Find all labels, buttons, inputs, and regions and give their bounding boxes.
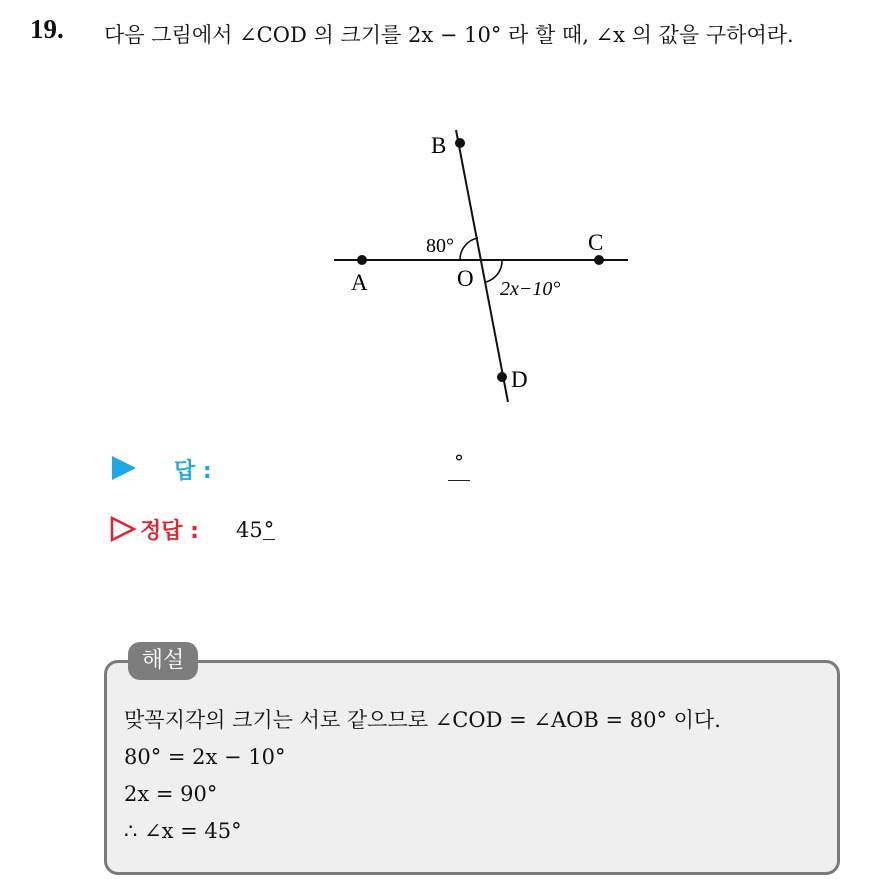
angle-cod-label: 2x−10° bbox=[500, 278, 561, 300]
point-c-label: C bbox=[588, 230, 604, 255]
point-a-label: A bbox=[351, 270, 368, 295]
point-d-label: D bbox=[511, 367, 528, 392]
arc-aob bbox=[460, 238, 478, 260]
point-b-dot bbox=[455, 138, 465, 148]
correct-answer-unit: ° bbox=[263, 518, 275, 542]
solution-line: 80° = 2x − 10° bbox=[124, 745, 286, 769]
question-text: 다음 그림에서 ∠COD 의 크기를 2x − 10° 라 할 때, ∠x 의 값을 구하여라. bbox=[104, 23, 794, 47]
point-d-dot bbox=[497, 372, 507, 382]
point-b-label: B bbox=[431, 133, 447, 158]
solution-text bbox=[124, 702, 834, 850]
correct-answer-value bbox=[236, 518, 275, 542]
angle-aob-label: 80° bbox=[426, 235, 454, 257]
point-o-label: O bbox=[457, 266, 474, 291]
solution-line: ∴ ∠x = 45° bbox=[124, 819, 242, 843]
answer-input[interactable]: ° bbox=[448, 452, 470, 481]
point-a-dot bbox=[357, 255, 367, 265]
play-icon bbox=[112, 456, 136, 480]
answer-label: 답 : bbox=[174, 459, 212, 484]
solution-line: 맞꼭지각의 크기는 서로 같으므로 ∠COD = ∠AOB = 80° 이다. bbox=[124, 708, 721, 732]
answer-row bbox=[112, 452, 612, 488]
angle-diagram bbox=[320, 110, 650, 410]
correct-answer-row bbox=[110, 512, 610, 548]
question-number: 19. bbox=[30, 14, 64, 44]
correct-answer-label: 정답 : bbox=[140, 519, 199, 544]
solution-tab: 해설 bbox=[128, 642, 198, 680]
point-c-dot bbox=[594, 255, 604, 265]
solution-line: 2x = 90° bbox=[124, 782, 218, 806]
correct-answer-number: 45 bbox=[236, 518, 263, 542]
outline-play-icon bbox=[110, 516, 136, 542]
